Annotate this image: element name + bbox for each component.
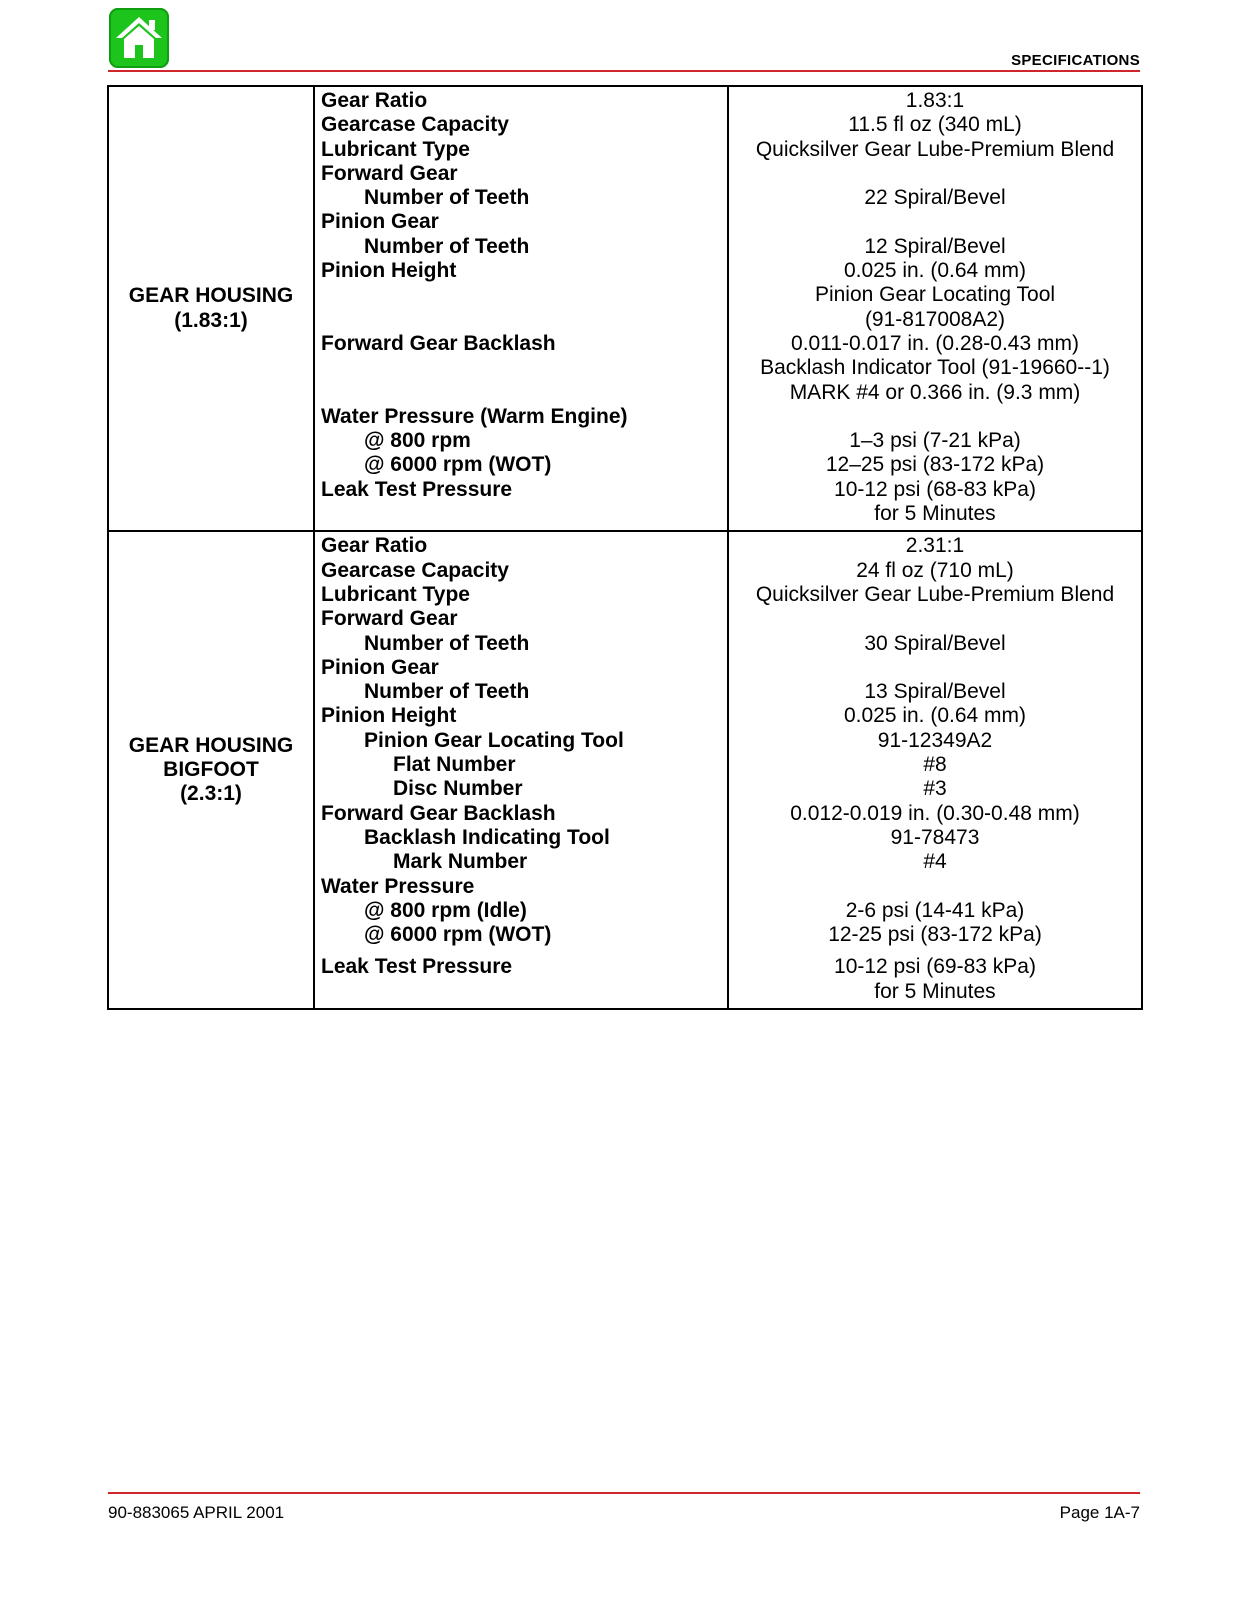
spec-label: Gear Ratio	[321, 534, 428, 558]
spec-value: 10-12 psi (69-83 kPa)	[834, 955, 1036, 979]
page-number: Page 1A-7	[1059, 1503, 1140, 1522]
spec-value: 10-12 psi (68-83 kPa)	[834, 477, 1036, 501]
spec-label: Gearcase Capacity	[321, 113, 509, 137]
spec-value: #8	[923, 753, 947, 777]
spec-label: Pinion Gear	[321, 210, 439, 234]
spec-label	[321, 947, 727, 955]
spec-value: 1–3 psi (7-21 kPa)	[849, 429, 1021, 453]
spec-value: 2-6 psi (14-41 kPa)	[845, 898, 1025, 922]
labels-cell	[314, 86, 728, 531]
values-cell	[728, 86, 1142, 531]
spec-label: Leak Test Pressure	[321, 955, 513, 979]
category-label: BIGFOOT	[163, 758, 259, 782]
spec-value: 24 fl oz (710 mL)	[856, 558, 1014, 582]
category-label: GEAR HOUSING	[128, 284, 294, 308]
spec-label: Mark Number	[393, 850, 528, 874]
home-icon	[114, 14, 164, 62]
spec-label: Pinion Height	[321, 704, 457, 728]
category-label: (2.3:1)	[180, 782, 242, 806]
spec-value: 22 Spiral/Bevel	[864, 186, 1006, 210]
spec-label: Forward Gear Backlash	[321, 331, 556, 355]
spec-section	[108, 531, 1142, 1009]
spec-value	[729, 875, 1141, 899]
spec-value: 11.5 fl oz (340 mL)	[848, 113, 1022, 137]
spec-value: 30 Spiral/Bevel	[864, 631, 1006, 655]
spec-value: Quicksilver Gear Lube-Premium Blend	[755, 137, 1115, 161]
spec-label: Lubricant Type	[321, 137, 470, 161]
spec-value: 0.025 in. (0.64 mm)	[843, 259, 1027, 283]
spec-value	[729, 162, 1141, 186]
spec-label: Flat Number	[393, 753, 516, 777]
spec-value: 0.011-0.017 in. (0.28-0.43 mm)	[791, 331, 1079, 355]
spec-label: Pinion Gear	[321, 655, 439, 679]
spec-label: Leak Test Pressure	[321, 477, 513, 501]
spec-label	[321, 381, 727, 405]
spec-value: 1.83:1	[905, 89, 965, 112]
footer-rule	[108, 1492, 1140, 1494]
spec-value: (91-817008A2)	[864, 307, 1006, 331]
section-title: SPECIFICATIONS	[1011, 52, 1140, 69]
spec-label: Number of Teeth	[364, 680, 530, 704]
spec-label: Gearcase Capacity	[321, 558, 509, 582]
spec-label: Forward Gear	[321, 607, 458, 631]
spec-value: #4	[923, 850, 947, 874]
spec-label: Disc Number	[393, 777, 523, 801]
spec-value: Backlash Indicator Tool (91-19660--1)	[760, 356, 1110, 380]
spec-label	[321, 980, 727, 1004]
spec-table	[107, 85, 1143, 1010]
doc-id: 90-883065 APRIL 2001	[108, 1503, 285, 1522]
spec-value: 0.025 in. (0.64 mm)	[843, 704, 1027, 728]
spec-label	[321, 308, 727, 332]
spec-label: Number of Teeth	[364, 234, 530, 258]
spec-value: 0.012-0.019 in. (0.30-0.48 mm)	[790, 801, 1080, 825]
spec-label: @ 6000 rpm (WOT)	[364, 453, 552, 477]
spec-section	[108, 86, 1142, 531]
spec-label: Pinion Gear Locating Tool	[364, 728, 624, 752]
category-cell	[108, 531, 314, 1009]
spec-value: 91-12349A2	[877, 728, 993, 752]
values-cell	[728, 531, 1142, 1009]
spec-label: Water Pressure	[321, 874, 475, 898]
home-button[interactable]	[109, 8, 169, 68]
spec-label: Lubricant Type	[321, 582, 470, 606]
spec-label	[321, 283, 727, 307]
spec-label	[321, 356, 727, 380]
category-label: GEAR HOUSING	[128, 733, 294, 757]
spec-value	[729, 947, 1141, 955]
spec-label: Number of Teeth	[364, 631, 530, 655]
spec-label: @ 800 rpm	[364, 429, 471, 453]
spec-label: Pinion Height	[321, 259, 457, 283]
spec-value: 2.31:1	[905, 534, 965, 558]
spec-label: Forward Gear	[321, 161, 458, 185]
spec-value: 12 Spiral/Bevel	[864, 234, 1006, 258]
spec-label: Forward Gear Backlash	[321, 801, 556, 825]
spec-value	[729, 210, 1141, 234]
spec-value	[729, 607, 1141, 631]
category-cell	[108, 86, 314, 531]
spec-label: @ 800 rpm (Idle)	[364, 898, 527, 922]
spec-label: Gear Ratio	[321, 89, 428, 112]
spec-value: MARK #4 or 0.366 in. (9.3 mm)	[789, 380, 1081, 404]
spec-label: Number of Teeth	[364, 186, 530, 210]
spec-value: 13 Spiral/Bevel	[864, 680, 1006, 704]
spec-value: Quicksilver Gear Lube-Premium Blend	[755, 582, 1115, 606]
spec-value	[729, 656, 1141, 680]
spec-label: Backlash Indicating Tool	[364, 825, 610, 849]
spec-value: 12–25 psi (83-172 kPa)	[825, 453, 1045, 477]
spec-label: Water Pressure (Warm Engine)	[321, 404, 628, 428]
spec-label	[321, 502, 727, 526]
spec-label: @ 6000 rpm (WOT)	[364, 923, 552, 947]
category-label: (1.83:1)	[174, 308, 248, 332]
spec-value: Pinion Gear Locating Tool	[814, 283, 1056, 307]
labels-cell	[314, 531, 728, 1009]
spec-value	[729, 405, 1141, 429]
spec-value: 91-78473	[890, 825, 980, 849]
spec-value: 12-25 psi (83-172 kPa)	[828, 923, 1042, 947]
spec-value: #3	[923, 777, 947, 801]
header-rule	[108, 70, 1140, 72]
spec-value: for 5 Minutes	[874, 502, 996, 526]
spec-value: for 5 Minutes	[874, 979, 996, 1003]
